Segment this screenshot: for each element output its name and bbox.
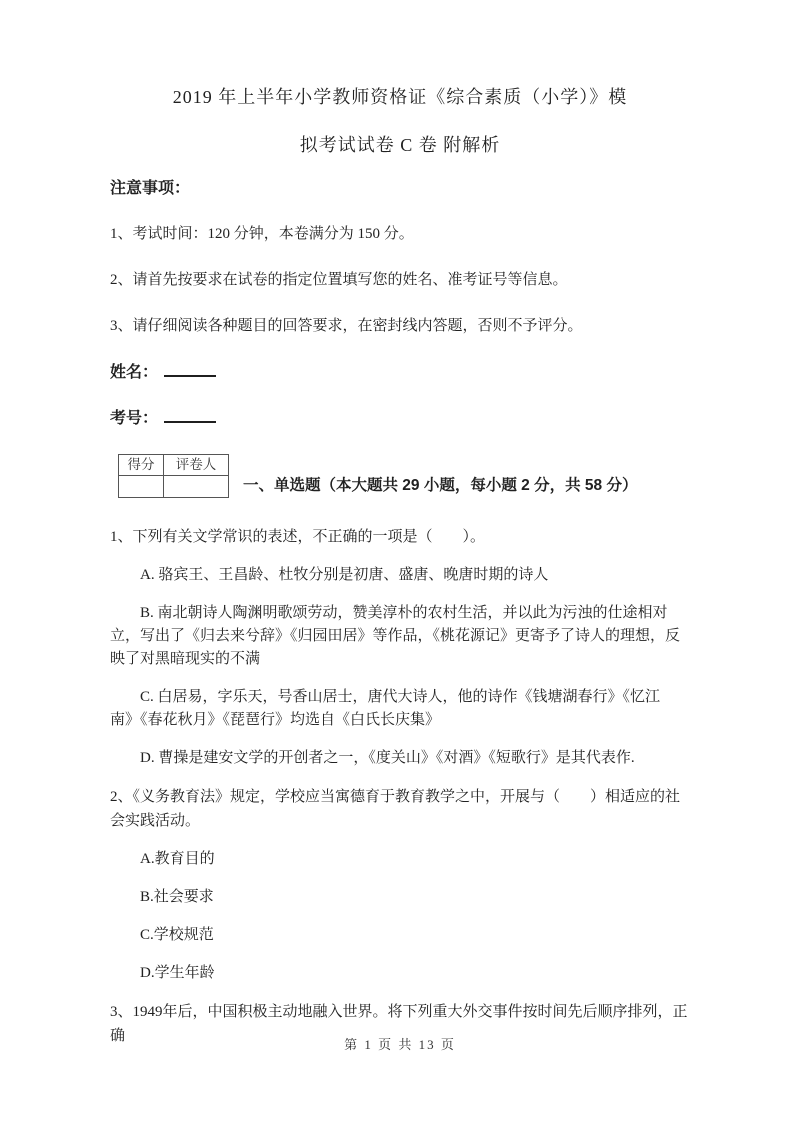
title-line-1: 2019 年上半年小学教师资格证《综合素质（小学）》模 (172, 87, 628, 107)
title-line-2: 拟考试试卷 C 卷 附解析 (299, 135, 501, 155)
grader-header-cell: 评卷人 (164, 455, 229, 476)
question-2-option-c: C.学校规范 (140, 927, 214, 943)
exam-no-blank-line (164, 407, 216, 423)
score-value-cell (119, 476, 164, 498)
score-table-header-row (119, 455, 229, 476)
notice-item: 1、考试时间：120 分钟，本卷满分为 150 分。 (110, 226, 414, 242)
question-2-option-d: D.学生年龄 (140, 965, 215, 981)
name-blank-line (164, 361, 216, 377)
name-field (110, 361, 690, 384)
name-label: 姓名： (110, 364, 159, 381)
notice-item: 3、请仔细阅读各种题目的回答要求，在密封线内答题，否则不予评分。 (110, 318, 583, 334)
question-3-text: 3、1949年后，中国积极主动地融入世界。将下列重大外交事件按时间先后顺序排列，正确 (110, 1004, 688, 1044)
section-heading: 一、单选题（本大题共 29 小题，每小题 2 分，共 58 分） (243, 477, 638, 494)
notice-item: 2、请首先按要求在试卷的指定位置填写您的姓名、准考证号等信息。 (110, 272, 568, 288)
question-1-option-b: B. 南北朝诗人陶渊明歌颂劳动，赞美淳朴的农村生活，并以此为污浊的仕途相对立，写出了《归去来兮辞》《归园田居》等作品，《桃花源记》更寄予了诗人的理想，反映了对黑暗现实的不满 (110, 605, 681, 667)
page-footer: 第 1 页 共 13 页 (344, 1037, 456, 1052)
question-1-option-d: D. 曹操是建安文学的开创者之一，《度关山》《对酒》《短歌行》是其代表作. (140, 750, 635, 766)
score-section-row (110, 454, 690, 498)
question-1-text: 1、下列有关文学常识的表述，不正确的一项是（ ）。 (110, 529, 486, 545)
score-table (118, 454, 229, 498)
exam-no-field (110, 407, 690, 430)
notice-heading: 注意事项： (110, 180, 191, 197)
exam-no-label: 考号： (110, 410, 159, 427)
question-1-option-a: A. 骆宾王、王昌龄、杜牧分别是初唐、盛唐、晚唐时期的诗人 (140, 567, 549, 583)
question-1-option-c: C. 白居易，字乐天，号香山居士，唐代大诗人，他的诗作《钱塘湖春行》《忆江南》《春花秋月》《琵琶行》均选自《白氏长庆集》 (110, 689, 661, 728)
grader-value-cell (164, 476, 229, 498)
score-table-empty-row (119, 476, 229, 498)
score-header-cell: 得分 (119, 455, 164, 476)
question-2-option-b: B.社会要求 (140, 889, 214, 905)
question-2-option-a: A.教育目的 (140, 851, 215, 867)
question-2-text: 2、《义务教育法》规定，学校应当寓德育于教育教学之中，开展与（ ）相适应的社会实践活动。 (110, 789, 681, 829)
page-title (110, 0, 690, 158)
